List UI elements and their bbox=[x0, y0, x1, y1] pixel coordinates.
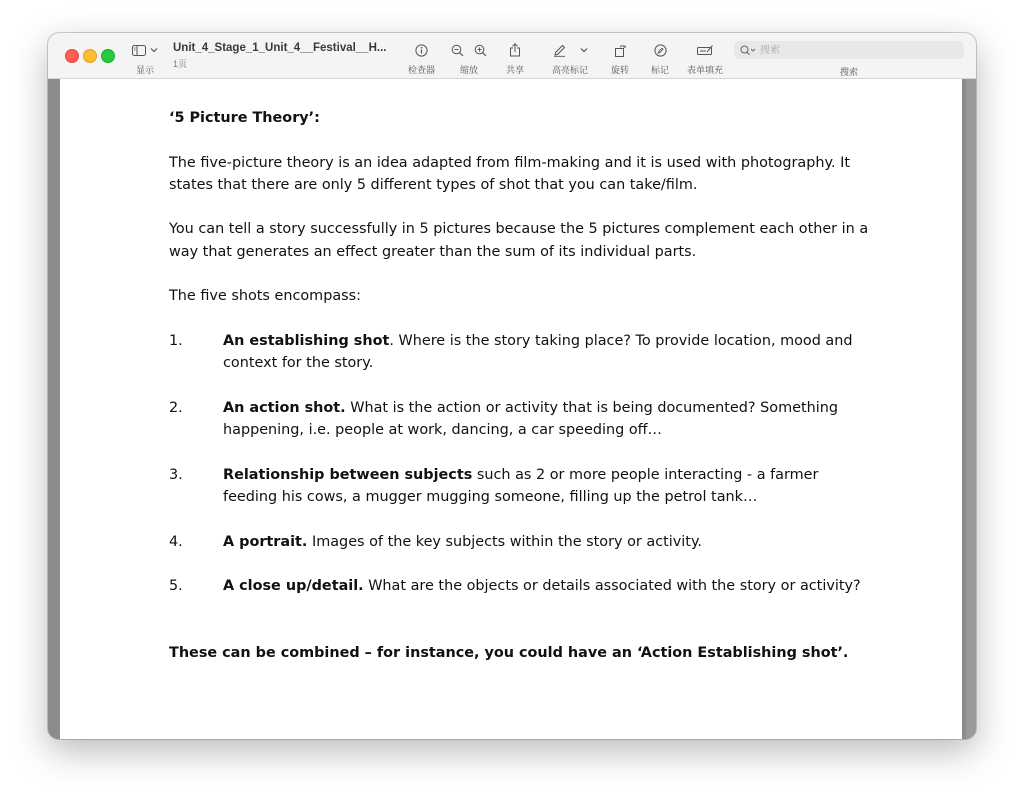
document-page-count: 1页 bbox=[173, 59, 188, 69]
list-item bbox=[169, 330, 869, 375]
list-item-text: What are the objects or details associated with the story or activity? bbox=[363, 578, 861, 595]
form-fill-label: 表单填充 bbox=[687, 65, 724, 75]
list-number: 3. bbox=[169, 466, 183, 483]
scrollbar[interactable] bbox=[966, 79, 976, 739]
document-viewport[interactable] bbox=[48, 79, 976, 739]
search-field[interactable] bbox=[734, 41, 964, 59]
minimize-window-button[interactable] bbox=[83, 49, 97, 63]
preview-window bbox=[48, 33, 976, 739]
form-fill-button[interactable] bbox=[687, 41, 723, 76]
chevron-down-icon[interactable] bbox=[580, 47, 588, 53]
share-icon bbox=[509, 43, 521, 57]
rotate-button[interactable] bbox=[611, 41, 629, 76]
doc-paragraph-1: The five-picture theory is an idea adapted from film-making and it is used with photography. It states that there are only 5 different types of shot that you can take/film. bbox=[169, 154, 850, 193]
sidebar-toggle-button[interactable] bbox=[132, 41, 158, 76]
list-item-text: What is the action or activity that is being documented? Something happening, i.e. people at work, dancing, a car speeding off… bbox=[223, 399, 838, 439]
search-input[interactable] bbox=[760, 45, 940, 56]
close-window-button[interactable] bbox=[65, 49, 79, 63]
list-item-title: An establishing shot bbox=[223, 332, 390, 349]
rotate-icon bbox=[614, 44, 627, 57]
info-icon bbox=[415, 44, 428, 57]
markup-label: 标记 bbox=[651, 65, 670, 75]
list-item-title: Relationship between subjects bbox=[223, 466, 473, 483]
sidebar-icon bbox=[132, 45, 146, 56]
list-item bbox=[169, 531, 869, 553]
list-item-text: . Where is the story taking place? To provide location, mood and context for the story. bbox=[223, 332, 853, 372]
chevron-down-icon bbox=[150, 47, 158, 53]
zoom-out-icon[interactable] bbox=[451, 44, 464, 57]
doc-closing-note: These can be combined – for instance, you could have an ‘Action Establishing shot’. bbox=[169, 645, 849, 662]
zoom-controls[interactable] bbox=[451, 41, 487, 76]
zoom-window-button[interactable] bbox=[101, 49, 115, 63]
list-item-title: A close up/detail. bbox=[223, 578, 364, 595]
share-button[interactable] bbox=[506, 41, 524, 76]
zoom-label: 缩放 bbox=[459, 65, 478, 75]
list-number: 5. bbox=[169, 578, 183, 595]
markup-button[interactable] bbox=[651, 41, 669, 76]
document-page bbox=[60, 79, 962, 739]
doc-paragraph-3: The five shots encompass: bbox=[169, 288, 361, 305]
highlight-button[interactable] bbox=[552, 41, 588, 76]
doc-heading: ‘5 Picture Theory’: bbox=[169, 110, 320, 126]
inspector-label: 检查器 bbox=[408, 65, 436, 75]
highlight-label: 高亮标记 bbox=[552, 65, 589, 75]
document-title: Unit_4_Stage_1_Unit_4__Festival__H... bbox=[173, 42, 387, 54]
doc-paragraph-2: You can tell a story successfully in 5 pictures because the 5 pictures complement each other in a way that generates an effect greater than the sum of its individual parts. bbox=[169, 221, 869, 260]
list-item bbox=[169, 464, 869, 509]
list-item-text: such as 2 or more people interacting - a farmer feeding his cows, a mugger mugging someone, filling up the petrol tank… bbox=[223, 466, 819, 506]
zoom-in-icon[interactable] bbox=[474, 44, 487, 57]
list-item bbox=[169, 397, 869, 442]
list-item bbox=[169, 575, 869, 597]
form-fill-icon bbox=[697, 44, 714, 56]
list-number: 4. bbox=[169, 533, 183, 550]
sidebar-label: 显示 bbox=[135, 65, 154, 75]
markup-icon bbox=[654, 44, 667, 57]
list-number: 2. bbox=[169, 399, 183, 416]
search-label: 搜索 bbox=[840, 67, 859, 77]
share-label: 共享 bbox=[506, 65, 525, 75]
list-item-title: A portrait. bbox=[223, 533, 308, 550]
list-item-text: Images of the key subjects within the story or activity. bbox=[307, 533, 702, 550]
pen-icon bbox=[553, 44, 566, 57]
rotate-label: 旋转 bbox=[611, 65, 630, 75]
document-text bbox=[169, 107, 869, 664]
toolbar bbox=[48, 33, 976, 79]
inspector-button[interactable] bbox=[408, 41, 435, 76]
list-number: 1. bbox=[169, 332, 183, 349]
list-item-title: An action shot. bbox=[223, 399, 346, 416]
search-icon bbox=[740, 45, 756, 56]
